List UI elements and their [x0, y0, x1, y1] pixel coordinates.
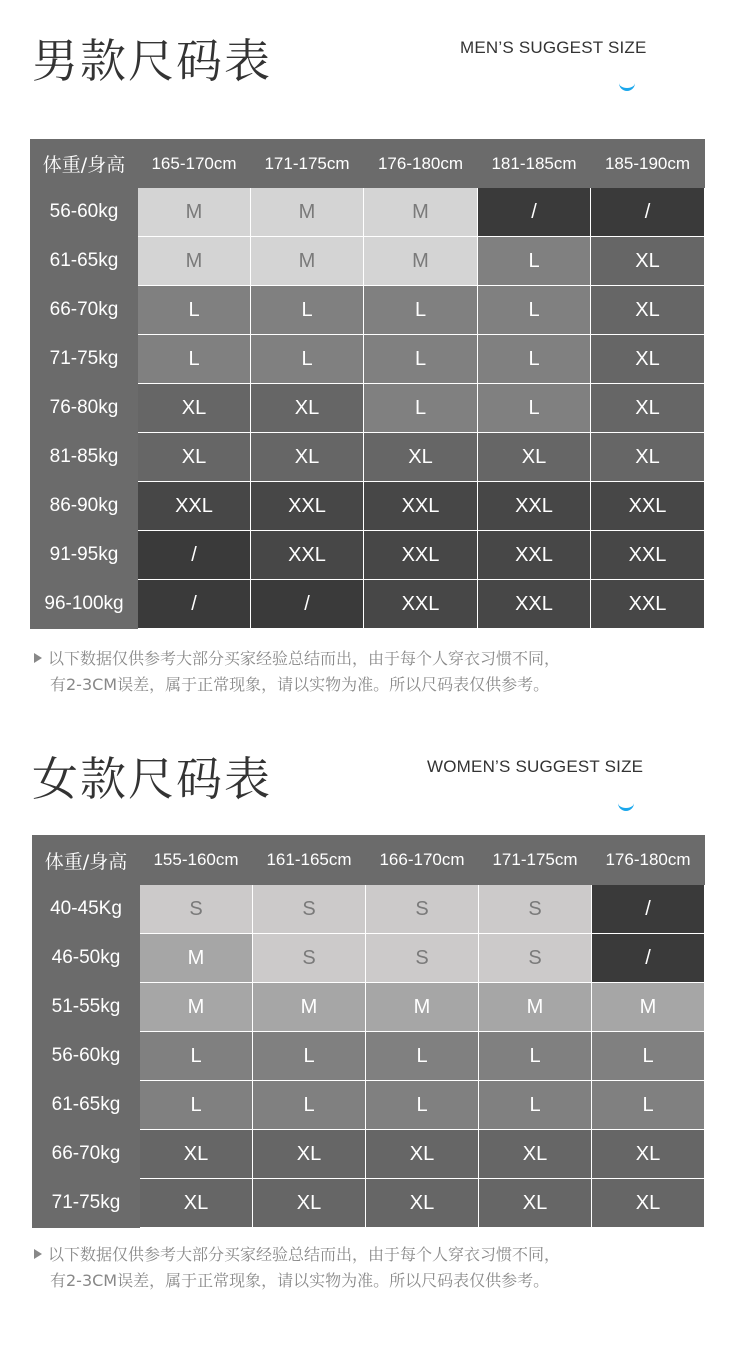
- size-cell: L: [478, 286, 591, 335]
- table-row: [33, 885, 705, 934]
- height-header: 166-170cm: [366, 836, 479, 885]
- size-cell: XL: [591, 286, 705, 335]
- size-cell: L: [479, 1081, 592, 1130]
- men-size-table: [30, 139, 705, 629]
- size-cell: XL: [138, 433, 251, 482]
- disclaimer-line-2: 有2-3CM误差，属于正常现象，请以实物为准。所以尺码表仅供参考。: [50, 675, 550, 694]
- size-cell: L: [366, 1032, 479, 1081]
- height-header: 181-185cm: [478, 140, 591, 188]
- size-cell: L: [140, 1081, 253, 1130]
- table-row: [33, 1130, 705, 1179]
- weight-label: 66-70kg: [33, 1130, 140, 1179]
- size-cell: XL: [592, 1130, 705, 1179]
- size-cell: M: [140, 934, 253, 983]
- size-cell: XXL: [364, 531, 478, 580]
- size-cell: /: [592, 885, 705, 934]
- weight-label: 71-75kg: [33, 1179, 140, 1228]
- size-cell: L: [478, 335, 591, 384]
- size-cell: XL: [253, 1179, 366, 1228]
- women-section: [0, 700, 730, 1372]
- size-cell: S: [479, 934, 592, 983]
- weight-label: 91-95kg: [31, 531, 138, 580]
- size-cell: XXL: [478, 531, 591, 580]
- size-cell: M: [140, 983, 253, 1032]
- table-row: [31, 433, 705, 482]
- women-size-table: [32, 835, 705, 1228]
- size-cell: XXL: [478, 580, 591, 629]
- size-cell: S: [366, 885, 479, 934]
- size-cell: M: [138, 188, 251, 237]
- weight-label: 56-60kg: [31, 188, 138, 237]
- size-cell: /: [591, 188, 705, 237]
- size-cell: S: [253, 934, 366, 983]
- weight-label: 76-80kg: [31, 384, 138, 433]
- size-cell: M: [253, 983, 366, 1032]
- table-row: [33, 1081, 705, 1130]
- size-cell: XL: [479, 1130, 592, 1179]
- women-disclaimer: [34, 1242, 560, 1294]
- size-cell: XL: [251, 384, 364, 433]
- disclaimer-line-1: 以下数据仅供参考大部分买家经验总结而出，由于每个人穿衣习惯不同，: [48, 1245, 561, 1264]
- size-cell: XL: [591, 335, 705, 384]
- table-row: [33, 1032, 705, 1081]
- height-header: 185-190cm: [591, 140, 705, 188]
- weight-label: 71-75kg: [31, 335, 138, 384]
- size-cell: M: [251, 188, 364, 237]
- size-cell: S: [366, 934, 479, 983]
- size-cell: M: [364, 188, 478, 237]
- size-cell: M: [138, 237, 251, 286]
- size-cell: L: [251, 335, 364, 384]
- height-header: 171-175cm: [479, 836, 592, 885]
- weight-label: 66-70kg: [31, 286, 138, 335]
- size-cell: XXL: [478, 482, 591, 531]
- swoosh-icon: [618, 800, 634, 811]
- height-header: 176-180cm: [592, 836, 705, 885]
- size-cell: L: [251, 286, 364, 335]
- size-cell: M: [366, 983, 479, 1032]
- size-cell: L: [478, 237, 591, 286]
- size-cell: L: [478, 384, 591, 433]
- size-cell: L: [479, 1032, 592, 1081]
- weight-label: 86-90kg: [31, 482, 138, 531]
- men-disclaimer: [34, 646, 560, 698]
- size-cell: L: [253, 1032, 366, 1081]
- size-cell: XL: [140, 1179, 253, 1228]
- size-cell: /: [478, 188, 591, 237]
- disclaimer-line-1: 以下数据仅供参考大部分买家经验总结而出，由于每个人穿衣习惯不同，: [48, 649, 561, 668]
- size-cell: XXL: [591, 482, 705, 531]
- size-cell: M: [479, 983, 592, 1032]
- size-cell: XXL: [364, 482, 478, 531]
- size-cell: XL: [592, 1179, 705, 1228]
- weight-label: 96-100kg: [31, 580, 138, 629]
- triangle-bullet-icon: [34, 1249, 42, 1259]
- table-row: [31, 531, 705, 580]
- size-cell: XXL: [364, 580, 478, 629]
- size-cell: XL: [364, 433, 478, 482]
- size-cell: L: [253, 1081, 366, 1130]
- size-cell: L: [138, 335, 251, 384]
- size-cell: /: [251, 580, 364, 629]
- weight-label: 61-65kg: [33, 1081, 140, 1130]
- height-header: 176-180cm: [364, 140, 478, 188]
- table-row: [31, 384, 705, 433]
- height-header: 161-165cm: [253, 836, 366, 885]
- size-cell: M: [251, 237, 364, 286]
- size-cell: L: [592, 1081, 705, 1130]
- size-cell: XL: [140, 1130, 253, 1179]
- size-cell: L: [364, 286, 478, 335]
- size-cell: S: [253, 885, 366, 934]
- corner-header: 体重/身高: [31, 140, 138, 188]
- table-row: [31, 482, 705, 531]
- size-cell: XL: [591, 384, 705, 433]
- men-title: 男款尺码表: [32, 34, 272, 88]
- size-cell: XXL: [251, 482, 364, 531]
- disclaimer-line-2: 有2-3CM误差，属于正常现象，请以实物为准。所以尺码表仅供参考。: [50, 1271, 550, 1290]
- women-subtitle: WOMEN’S SUGGEST SIZE: [427, 757, 644, 776]
- corner-header: 体重/身高: [33, 836, 140, 885]
- women-title: 女款尺码表: [32, 752, 272, 806]
- size-cell: L: [592, 1032, 705, 1081]
- height-header: 171-175cm: [251, 140, 364, 188]
- size-cell: M: [364, 237, 478, 286]
- size-cell: XL: [591, 433, 705, 482]
- size-cell: L: [138, 286, 251, 335]
- size-cell: L: [140, 1032, 253, 1081]
- size-cell: XL: [253, 1130, 366, 1179]
- triangle-bullet-icon: [34, 653, 42, 663]
- men-subtitle: MEN’S SUGGEST SIZE: [460, 38, 647, 57]
- size-cell: XL: [138, 384, 251, 433]
- size-cell: XL: [251, 433, 364, 482]
- size-cell: XXL: [591, 580, 705, 629]
- size-cell: XL: [478, 433, 591, 482]
- size-cell: /: [592, 934, 705, 983]
- height-header: 165-170cm: [138, 140, 251, 188]
- size-cell: /: [138, 580, 251, 629]
- table-row: [31, 580, 705, 629]
- weight-label: 51-55kg: [33, 983, 140, 1032]
- size-cell: XL: [366, 1130, 479, 1179]
- size-cell: XXL: [591, 531, 705, 580]
- size-cell: /: [138, 531, 251, 580]
- size-cell: L: [364, 335, 478, 384]
- weight-label: 46-50kg: [33, 934, 140, 983]
- size-cell: XXL: [251, 531, 364, 580]
- weight-label: 81-85kg: [31, 433, 138, 482]
- table-row: [33, 1179, 705, 1228]
- size-cell: S: [140, 885, 253, 934]
- table-row: [31, 335, 705, 384]
- size-cell: M: [592, 983, 705, 1032]
- weight-label: 40-45Kg: [33, 885, 140, 934]
- size-cell: XL: [479, 1179, 592, 1228]
- table-row: [31, 188, 705, 237]
- size-cell: L: [366, 1081, 479, 1130]
- size-cell: XXL: [138, 482, 251, 531]
- table-row: [31, 286, 705, 335]
- table-row: [33, 934, 705, 983]
- weight-label: 61-65kg: [31, 237, 138, 286]
- weight-label: 56-60kg: [33, 1032, 140, 1081]
- swoosh-icon: [619, 80, 635, 91]
- table-row: [33, 983, 705, 1032]
- size-cell: L: [364, 384, 478, 433]
- table-row: [31, 237, 705, 286]
- size-cell: XL: [366, 1179, 479, 1228]
- height-header: 155-160cm: [140, 836, 253, 885]
- size-cell: S: [479, 885, 592, 934]
- size-cell: XL: [591, 237, 705, 286]
